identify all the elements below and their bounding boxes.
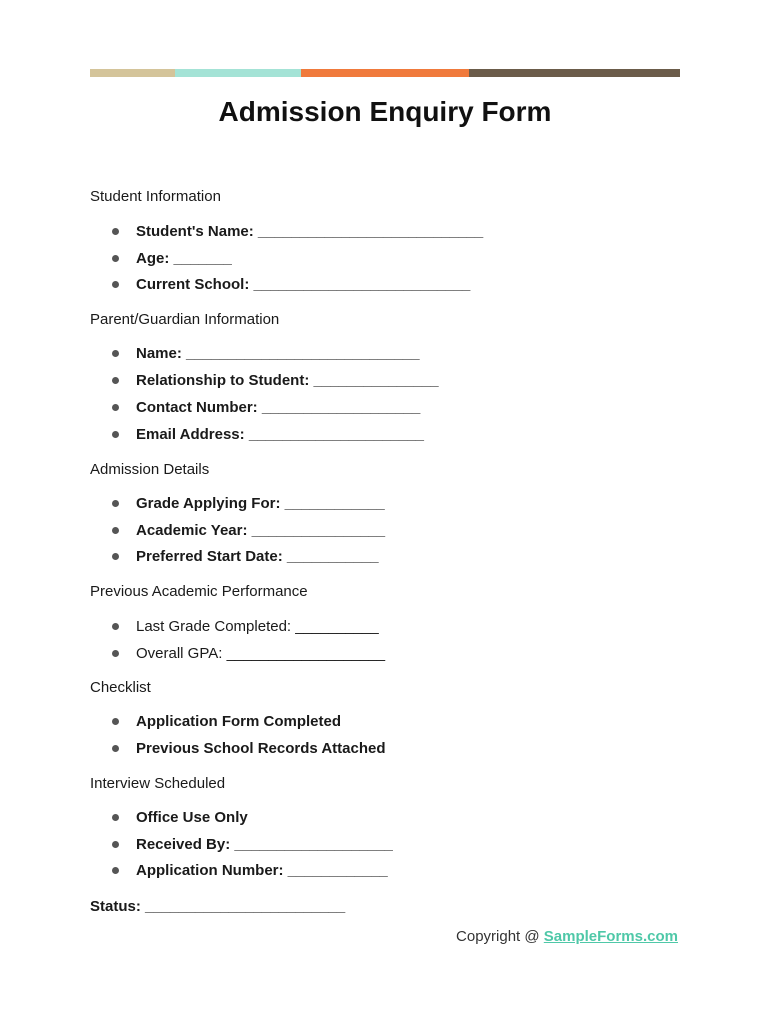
color-bar-segment-brown	[469, 69, 680, 77]
section-heading-parent: Parent/Guardian Information	[90, 311, 280, 328]
bullet-icon	[112, 867, 119, 874]
bullet-icon	[112, 228, 119, 235]
list-item[interactable]	[112, 836, 393, 853]
field-email-address: Email Address: _____________________	[136, 426, 425, 443]
list-item[interactable]	[112, 250, 232, 267]
list-item[interactable]	[112, 713, 341, 730]
field-last-grade: Last Grade Completed: __________	[136, 618, 379, 635]
section-heading-interview: Interview Scheduled	[90, 775, 226, 792]
bullet-icon	[112, 553, 119, 560]
list-item[interactable]	[112, 223, 483, 240]
bullet-icon	[112, 623, 119, 630]
field-preferred-start-date: Preferred Start Date: ___________	[136, 548, 379, 565]
field-overall-gpa: Overall GPA: ___________________	[136, 645, 386, 662]
color-bar-segment-teal	[175, 69, 301, 77]
list-item[interactable]	[112, 740, 386, 757]
field-status[interactable]: Status: ________________________	[90, 898, 346, 915]
footer-prefix: Copyright @	[456, 928, 544, 945]
section-heading-academic: Previous Academic Performance	[90, 583, 308, 600]
bullet-icon	[112, 350, 119, 357]
list-item[interactable]	[112, 522, 385, 539]
section-heading-student: Student Information	[90, 188, 221, 205]
list-item[interactable]	[112, 618, 379, 635]
bullet-icon	[112, 814, 119, 821]
list-item[interactable]	[112, 809, 248, 826]
bullet-icon	[112, 281, 119, 288]
field-parent-name: Name: ____________________________	[136, 345, 420, 362]
bullet-icon	[112, 255, 119, 262]
bullet-icon	[112, 527, 119, 534]
footer-brand-link[interactable]: SampleForms.com	[543, 928, 678, 945]
list-item[interactable]	[112, 276, 470, 293]
list-item[interactable]	[112, 645, 385, 662]
field-application-number: Application Number: ____________	[136, 862, 388, 879]
field-current-school: Current School: __________________________	[136, 276, 471, 293]
bullet-icon	[112, 377, 119, 384]
list-item[interactable]	[112, 372, 439, 389]
field-received-by: Received By: ___________________	[136, 836, 393, 853]
list-item[interactable]	[112, 399, 420, 416]
bullet-icon	[112, 841, 119, 848]
office-use-only: Office Use Only	[136, 809, 248, 826]
field-grade-applying: Grade Applying For: ____________	[136, 495, 385, 512]
bullet-icon	[112, 745, 119, 752]
section-heading-checklist: Checklist	[90, 679, 151, 696]
section-heading-admission: Admission Details	[90, 461, 210, 478]
bullet-icon	[112, 500, 119, 507]
field-contact-number: Contact Number: ___________________	[136, 399, 421, 416]
page-title: Admission Enquiry Form	[218, 96, 552, 127]
checklist-school-records: Previous School Records Attached	[136, 740, 386, 757]
field-relationship: Relationship to Student: _______________	[136, 372, 439, 389]
field-academic-year: Academic Year: ________________	[136, 522, 386, 539]
bullet-icon	[112, 650, 119, 657]
bullet-icon	[112, 431, 119, 438]
checklist-application-form: Application Form Completed	[136, 713, 342, 730]
list-item[interactable]	[112, 495, 385, 512]
list-item[interactable]	[112, 548, 379, 565]
field-age: Age: _______	[136, 250, 232, 267]
list-item[interactable]	[112, 862, 388, 879]
bullet-icon	[112, 718, 119, 725]
list-item[interactable]	[112, 345, 420, 362]
header-color-bar	[90, 69, 680, 77]
footer-copyright	[456, 928, 678, 945]
color-bar-segment-tan	[90, 69, 175, 77]
bullet-icon	[112, 404, 119, 411]
field-student-name: Student's Name: ___________________________	[136, 223, 484, 240]
color-bar-segment-orange	[301, 69, 469, 77]
list-item[interactable]	[112, 426, 424, 443]
